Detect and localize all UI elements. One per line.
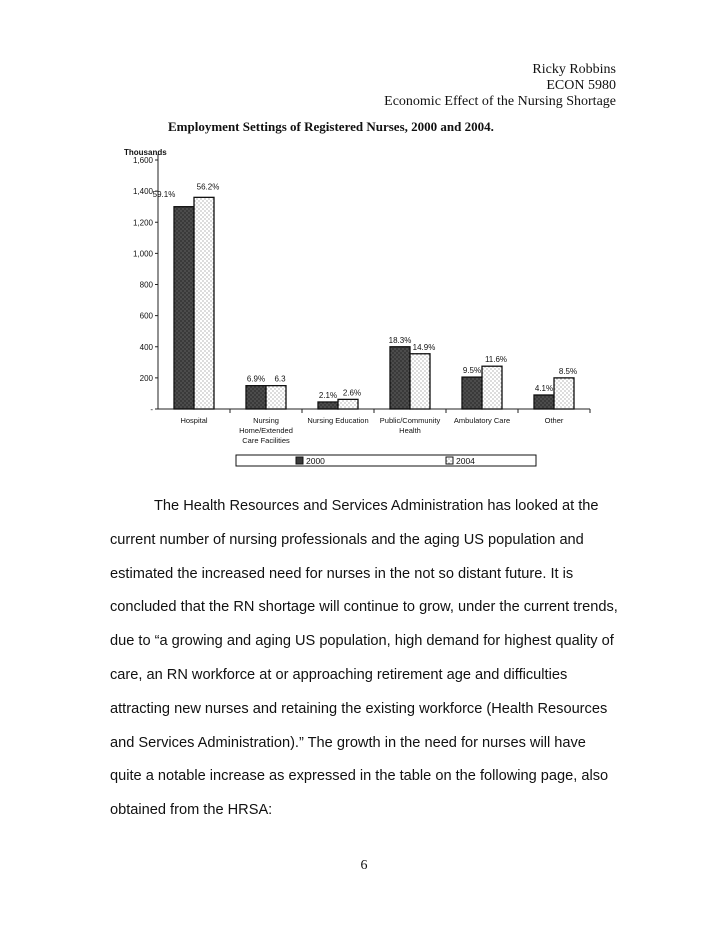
paragraph-line: attracting new nurses and retaining the existing workforce (Health Resources <box>110 700 608 717</box>
category-label: Nursing Education <box>307 416 369 425</box>
data-label: 9.5% <box>462 366 482 376</box>
category-label: Hospital <box>180 416 208 425</box>
bar-2004-1 <box>266 386 286 409</box>
y-tick-label: 800 <box>139 280 153 290</box>
data-label: 6.3 <box>274 374 286 384</box>
category-label: Home/Extended <box>239 426 293 435</box>
y-tick-label: 200 <box>139 373 153 383</box>
employment-settings-chart <box>0 110 728 480</box>
bar-2004-2 <box>338 399 358 409</box>
data-label: 8.5% <box>558 366 578 376</box>
paragraph-line: obtained from the HRSA: <box>110 802 273 819</box>
data-label: 4.1% <box>534 383 554 393</box>
y-tick-label: - <box>150 405 153 414</box>
data-label: 2.6% <box>342 388 362 398</box>
bar-2000-4 <box>462 377 482 409</box>
legend-label-2000: 2000 <box>306 456 325 466</box>
paragraph-line: current number of nursing professionals and the aging US population and <box>110 531 584 548</box>
data-label: 11.6% <box>484 355 508 365</box>
legend-swatch-2000 <box>296 457 303 464</box>
author-name: Ricky Robbins <box>532 62 616 77</box>
paragraph-line: concluded that the RN shortage will continue to grow, under the current trends, <box>110 599 618 616</box>
data-label: 18.3% <box>388 335 412 345</box>
bar-2004-5 <box>554 378 574 409</box>
bar-2000-3 <box>390 347 410 409</box>
paragraph-line: due to “a growing and aging US population, high demand for highest quality of <box>110 633 614 650</box>
paragraph-line: The Health Resources and Services Administration has looked at the <box>154 498 599 514</box>
y-tick-label: 600 <box>139 311 153 321</box>
data-label: 14.9% <box>412 342 436 352</box>
legend-label-2004: 2004 <box>456 456 475 466</box>
category-label: Care Facilities <box>242 436 290 445</box>
legend-box <box>236 455 536 466</box>
y-axis-label: Thousands <box>124 148 167 157</box>
data-label: 2.1% <box>318 390 338 400</box>
paragraph-line: and Services Administration).” The growth in the need for nurses will have <box>110 734 586 751</box>
bar-2000-1 <box>246 386 266 409</box>
paragraph-line: quite a notable increase as expressed in the table on the following page, also <box>110 768 609 785</box>
data-label: 59.1% <box>152 190 176 200</box>
y-tick-label: 1,200 <box>132 218 153 228</box>
category-label: Ambulatory Care <box>453 416 511 425</box>
page-header <box>384 62 616 110</box>
category-label: Other <box>544 416 564 425</box>
bar-2000-2 <box>318 402 338 409</box>
y-tick-label: 1,000 <box>132 249 153 259</box>
category-label: Nursing <box>253 416 279 425</box>
paper-title: Economic Effect of the Nursing Shortage <box>384 94 616 109</box>
y-tick-label: 1,600 <box>132 156 153 165</box>
chart-title: Employment Settings of Registered Nurses, 2000 and 2004. <box>168 119 494 134</box>
bar-2004-0 <box>194 197 214 409</box>
body-paragraph <box>110 490 630 828</box>
category-label: Public/Community <box>379 416 441 425</box>
bar-2000-0 <box>174 207 194 409</box>
bar-2000-5 <box>534 395 554 409</box>
bar-2004-3 <box>410 354 430 409</box>
course-code: ECON 5980 <box>546 78 616 93</box>
legend-swatch-2004 <box>446 457 453 464</box>
y-tick-label: 1,400 <box>132 187 153 197</box>
paragraph-line: estimated the increased need for nurses in the not so distant future. It is <box>110 565 574 582</box>
data-label: 56.2% <box>196 182 220 192</box>
paragraph-line: care, an RN workforce at or approaching retirement age and difficulties <box>110 666 568 683</box>
page-number: 6 <box>360 858 368 873</box>
y-tick-label: 400 <box>139 342 153 352</box>
data-label: 6.9% <box>246 374 266 384</box>
bar-2004-4 <box>482 366 502 409</box>
category-label: Health <box>399 426 421 435</box>
